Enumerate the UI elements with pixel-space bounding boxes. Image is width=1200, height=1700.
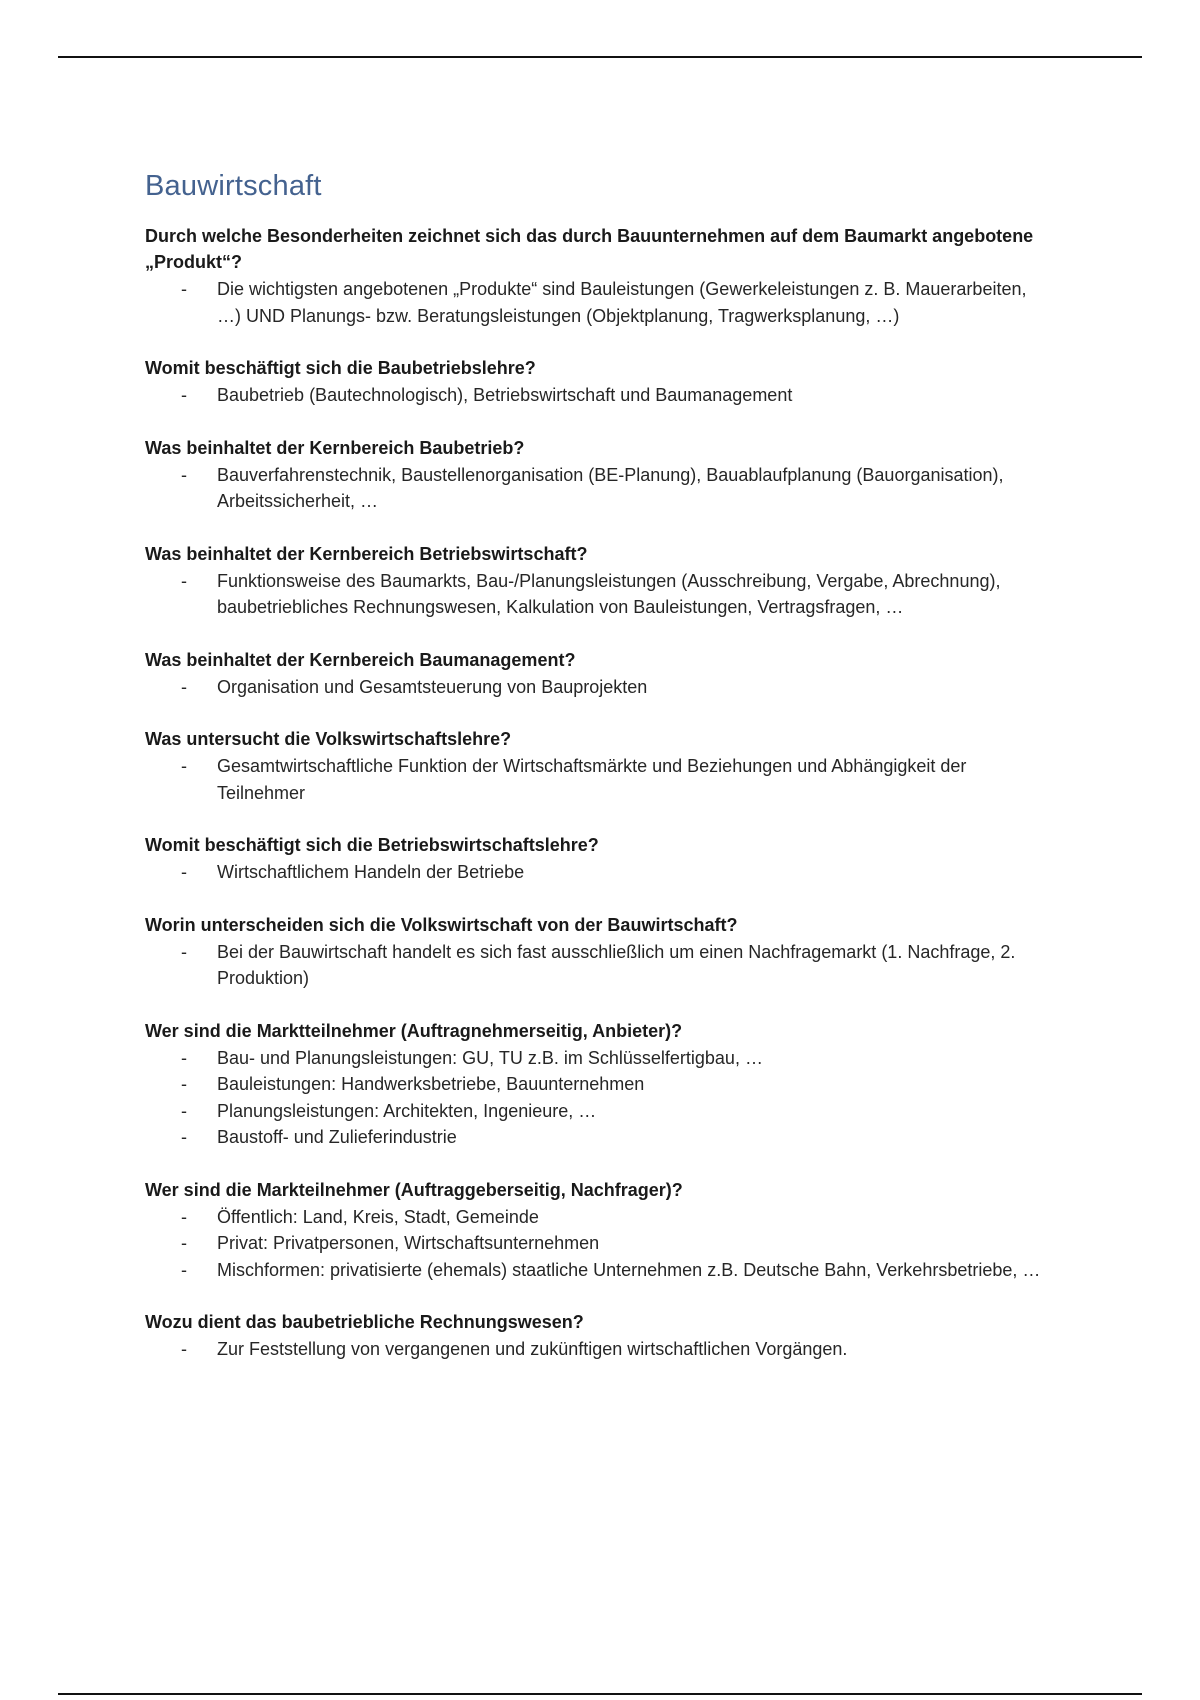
qa-section <box>145 1018 1045 1151</box>
qa-section <box>145 832 1045 886</box>
qa-section <box>145 912 1045 992</box>
answer-item: - Mischformen: privatisierte (ehemals) staatliche Unternehmen z.B. Deutsche Bahn, Verkehrsbetriebe, … <box>145 1257 1045 1284</box>
footer-rule <box>58 1693 1142 1695</box>
answer-list <box>145 1204 1045 1284</box>
answer-item: - Zur Feststellung von vergangenen und zukünftigen wirtschaftlichen Vorgängen. <box>145 1336 1045 1363</box>
answer-list <box>145 753 1045 806</box>
question-heading: Was beinhaltet der Kernbereich Betriebswirtschaft? <box>145 543 588 564</box>
answer-list <box>145 462 1045 515</box>
question-heading: Was beinhaltet der Kernbereich Baumanagement? <box>145 649 576 670</box>
answer-list <box>145 382 1045 409</box>
answer-item: - Bau- und Planungsleistungen: GU, TU z.B. im Schlüsselfertigbau, … <box>145 1045 1045 1072</box>
answer-item: - Die wichtigsten angebotenen „Produkte“ sind Bauleistungen (Gewerkeleistungen z. B. Mauerarbeiten, …) UND Planungs- bzw. Beratungsleistungen (Objektplanung, Tragwerksplanung, …) <box>145 276 1045 329</box>
question-heading: Worin unterscheiden sich die Volkswirtschaft von der Bauwirtschaft? <box>145 914 738 935</box>
answer-list <box>145 939 1045 992</box>
qa-section <box>145 435 1045 515</box>
question-heading: Durch welche Besonderheiten zeichnet sich das durch Bauunternehmen auf dem Baumarkt angebotene „Produkt“? <box>145 226 1034 272</box>
answer-item: - Funktionsweise des Baumarkts, Bau-/Planungsleistungen (Ausschreibung, Vergabe, Abrechnung), baubetriebliches Rechnungswesen, Kalkulation von Bauleistungen, Vertragsfragen, … <box>145 568 1045 621</box>
question-heading: Wer sind die Markteilnehmer (Auftraggeberseitig, Nachfrager)? <box>145 1179 683 1200</box>
answer-item: - Wirtschaftlichem Handeln der Betriebe <box>145 859 1045 886</box>
question-heading: Was untersucht die Volkswirtschaftslehre? <box>145 729 512 749</box>
answer-list <box>145 276 1045 329</box>
answer-item: - Baubetrieb (Bautechnologisch), Betriebswirtschaft und Baumanagement <box>145 382 1045 409</box>
question-heading: Womit beschäftigt sich die Baubetriebslehre? <box>145 358 536 378</box>
answer-item: - Öffentlich: Land, Kreis, Stadt, Gemeinde <box>145 1204 1045 1231</box>
qa-section <box>145 1309 1045 1363</box>
qa-section <box>145 647 1045 701</box>
answer-list <box>145 568 1045 621</box>
question-heading: Wer sind die Marktteilnehmer (Auftragnehmerseitig, Anbieter)? <box>145 1020 683 1041</box>
answer-item: - Organisation und Gesamtsteuerung von Bauprojekten <box>145 674 1045 701</box>
answer-item: - Gesamtwirtschaftliche Funktion der Wirtschaftsmärkte und Beziehungen und Abhängigkeit der Teilnehmer <box>145 753 1045 806</box>
answer-item: - Bauverfahrenstechnik, Baustellenorganisation (BE-Planung), Bauablaufplanung (Bauorganisation), Arbeitssicherheit, … <box>145 462 1045 515</box>
page-title: Bauwirtschaft <box>145 170 322 202</box>
qa-section <box>145 223 1045 329</box>
answer-list <box>145 859 1045 886</box>
qa-section <box>145 355 1045 409</box>
answer-item: - Planungsleistungen: Architekten, Ingenieure, … <box>145 1098 1045 1125</box>
qa-section <box>145 541 1045 621</box>
answer-item: - Baustoff- und Zulieferindustrie <box>145 1124 1045 1151</box>
document-body <box>145 170 1045 1389</box>
question-heading: Womit beschäftigt sich die Betriebswirtschaftslehre? <box>145 835 599 855</box>
answer-list <box>145 1045 1045 1151</box>
qa-section <box>145 726 1045 806</box>
answer-item: - Privat: Privatpersonen, Wirtschaftsunternehmen <box>145 1230 1045 1257</box>
answer-list <box>145 1336 1045 1363</box>
answer-item: - Bauleistungen: Handwerksbetriebe, Bauunternehmen <box>145 1071 1045 1098</box>
header-rule <box>58 56 1142 58</box>
answer-item: - Bei der Bauwirtschaft handelt es sich fast ausschließlich um einen Nachfragemarkt (1. Nachfrage, 2. Produktion) <box>145 939 1045 992</box>
qa-section <box>145 1177 1045 1284</box>
question-heading: Was beinhaltet der Kernbereich Baubetrieb? <box>145 437 525 458</box>
question-heading: Wozu dient das baubetriebliche Rechnungswesen? <box>145 1312 584 1332</box>
answer-list <box>145 674 1045 701</box>
